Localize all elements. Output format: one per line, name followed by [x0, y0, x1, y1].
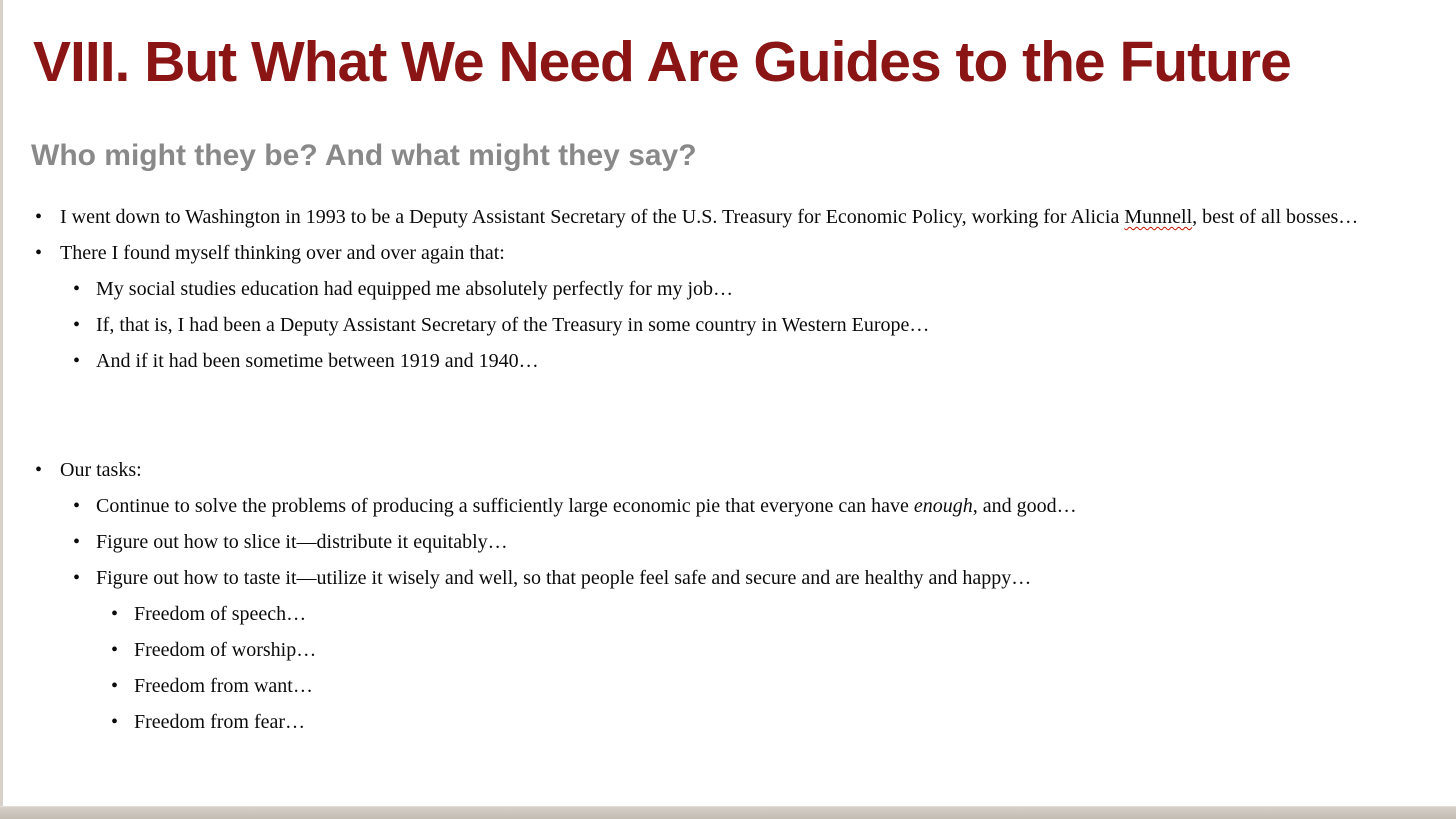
bullet-text — [134, 711, 305, 733]
bullet-text-segment: Freedom from want… — [134, 675, 313, 697]
bullet-text-segment: I went down to Washington in 1993 to be a Deputy Assistant Secretary of the U.S. Treasury for Economic Policy, working for Alicia — [60, 206, 1125, 228]
bullet-text-segment: There I found myself thinking over and over again that: — [60, 242, 505, 264]
bullet-item-level-1 — [0, 457, 1440, 483]
bullet-text — [60, 459, 142, 481]
bullet-text — [134, 603, 306, 625]
empty-line-spacer — [0, 384, 1440, 457]
bullet-item-level-2 — [0, 312, 1440, 338]
bullet-item-level-1 — [0, 204, 1440, 230]
bullet-text — [96, 567, 1031, 589]
bullet-item-level-2 — [0, 493, 1440, 519]
slide-title: VIII. But What We Need Are Guides to the Future — [33, 30, 1291, 94]
bullet-marker-icon: • — [73, 278, 81, 300]
bullet-marker-icon: • — [111, 675, 119, 697]
bullet-text-segment: Our tasks: — [60, 459, 142, 481]
bullet-text-misspelled: Munnell — [1124, 206, 1193, 228]
bullet-text-segment: And if it had been sometime between 1919 and 1940… — [96, 350, 539, 372]
bullet-item-level-3 — [0, 709, 1440, 735]
slide-subtitle: Who might they be? And what might they say? — [31, 139, 697, 172]
bullet-item-level-3 — [0, 673, 1440, 699]
bullet-text — [134, 675, 313, 697]
bullet-text-segment: Freedom of speech… — [134, 603, 307, 625]
bullet-item-level-1 — [0, 240, 1440, 266]
bullet-text — [96, 350, 539, 372]
bullet-text-segment: , and good… — [972, 495, 1077, 517]
bullet-list — [0, 204, 1456, 745]
bullet-text-segment: Freedom from fear… — [134, 711, 306, 733]
bullet-item-level-2 — [0, 529, 1440, 555]
bullet-text — [96, 495, 1077, 517]
bullet-text — [96, 314, 929, 336]
bullet-text-segment: If, that is, I had been a Deputy Assistant Secretary of the Treasury in some country in Western Europe… — [96, 314, 930, 336]
bullet-marker-icon: • — [35, 459, 43, 481]
bullet-item-level-2 — [0, 348, 1440, 374]
bullet-text — [60, 242, 505, 264]
bullet-text — [96, 531, 508, 553]
bullet-marker-icon: • — [111, 639, 119, 661]
bullet-text — [60, 206, 1358, 228]
bullet-marker-icon: • — [73, 350, 81, 372]
bullet-marker-icon: • — [111, 711, 119, 733]
bullet-text-segment: Figure out how to slice it—distribute it equitably… — [96, 531, 508, 553]
bullet-text-segment: My social studies education had equipped me absolutely perfectly for my job… — [96, 278, 734, 300]
bullet-marker-icon: • — [35, 206, 43, 228]
bullet-text-italic: enough — [913, 495, 973, 517]
bullet-text — [134, 639, 316, 661]
bullet-item-level-2 — [0, 565, 1440, 591]
bullet-text-segment: Freedom of worship… — [134, 639, 317, 661]
bullet-text-segment: , best of all bosses… — [1192, 206, 1359, 228]
bullet-text-segment: Figure out how to taste it—utilize it wisely and well, so that people feel safe and secure and are healthy and happy… — [96, 567, 1032, 589]
bullet-marker-icon: • — [73, 531, 81, 553]
bullet-item-level-2 — [0, 276, 1440, 302]
bullet-item-level-3 — [0, 601, 1440, 627]
bullet-marker-icon: • — [73, 495, 81, 517]
bullet-marker-icon: • — [35, 242, 43, 264]
bullet-marker-icon: • — [73, 567, 81, 589]
bullet-text-segment: Continue to solve the problems of producing a sufficiently large economic pie that everyone can have — [96, 495, 914, 517]
bullet-item-level-3 — [0, 637, 1440, 663]
bullet-marker-icon: • — [111, 603, 119, 625]
slide-bottom-bar — [0, 806, 1456, 819]
bullet-text — [96, 278, 733, 300]
bullet-marker-icon: • — [73, 314, 81, 336]
